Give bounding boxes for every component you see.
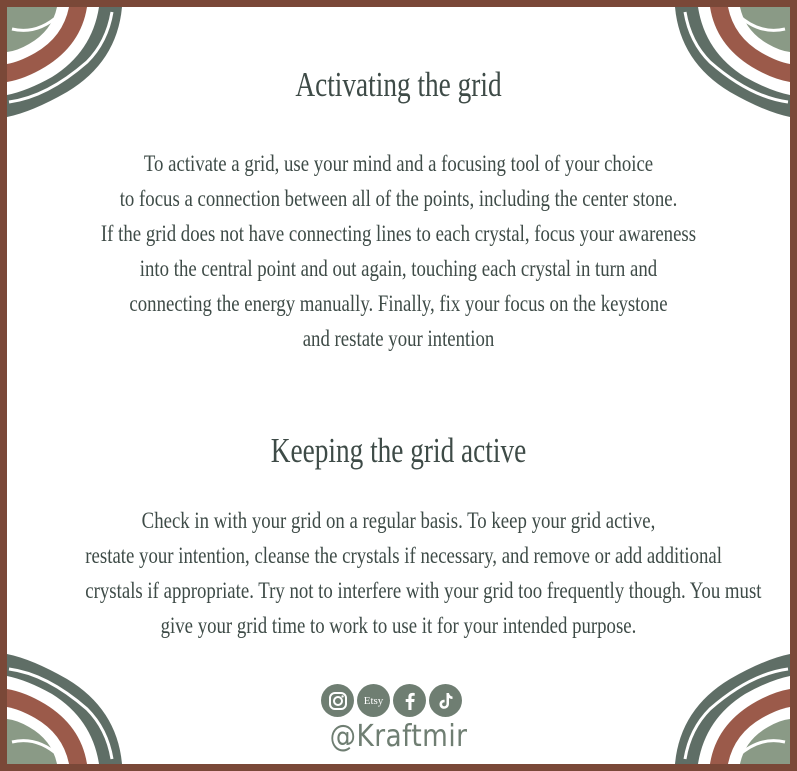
section-title-keeping-active: Keeping the grid active — [270, 431, 527, 470]
social-handle[interactable]: @Kraftmir — [329, 719, 468, 754]
body-line: give your grid time to work to use it for your intended purpose. — [160, 613, 637, 639]
section-body-keeping-active — [7, 504, 790, 644]
facebook-icon[interactable] — [393, 684, 426, 717]
social-icons — [321, 684, 462, 720]
body-line: restate your intention, cleanse the crystals if necessary, and remove or add additional — [85, 543, 723, 569]
section-title-activating: Activating the grid — [295, 65, 502, 104]
body-line: and restate your intention — [302, 326, 495, 352]
instagram-icon[interactable] — [321, 684, 354, 717]
body-line: connecting the energy manually. Finally, fix your focus on the keystone — [129, 291, 668, 317]
etsy-icon[interactable]: Etsy — [357, 684, 390, 717]
body-line: If the grid does not have connecting lines to each crystal, focus your awareness — [100, 221, 697, 247]
body-line: to focus a connection between all of the points, including the center stone. — [119, 186, 678, 212]
body-line: into the central point and out again, touching each crystal in turn and — [139, 256, 658, 282]
tiktok-icon[interactable] — [429, 684, 462, 717]
body-line: Check in with your grid on a regular basis. To keep your grid active, — [141, 508, 656, 534]
body-line: To activate a grid, use your mind and a focusing tool of your choice — [143, 151, 654, 177]
section-body-activating — [7, 147, 790, 357]
body-line: crystals if appropriate. Try not to interfere with your grid too frequently though. You must — [85, 578, 762, 604]
